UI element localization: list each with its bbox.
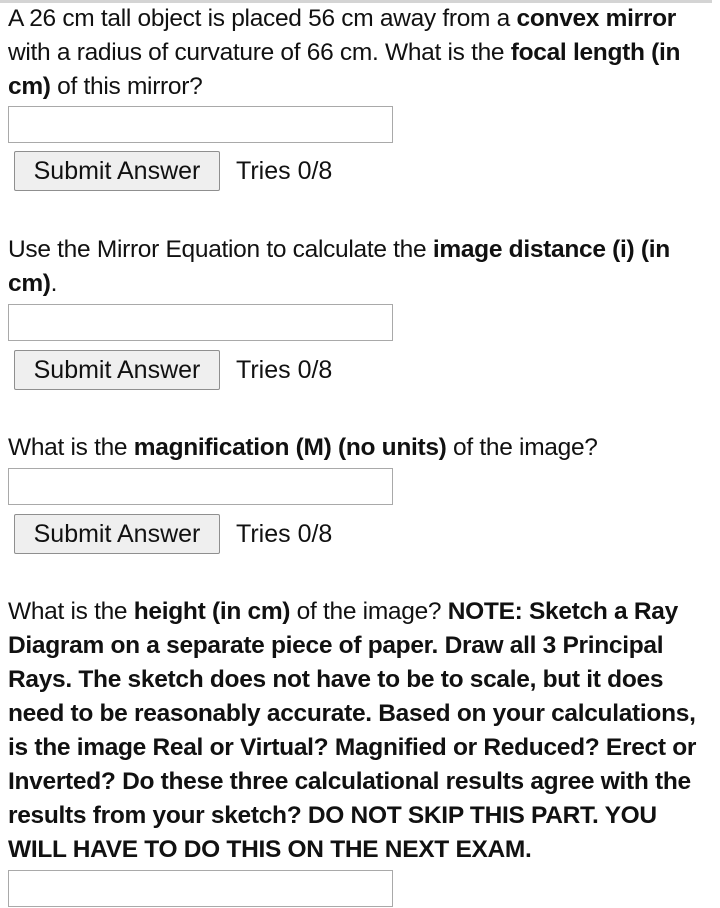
q2-seg-1: image distance (i) (in cm) [8, 236, 670, 297]
question-3-tries-counter: Tries 0/8 [236, 519, 333, 548]
question-1-answer-input[interactable] [8, 106, 393, 143]
q3-seg-0: What is the [8, 434, 134, 461]
question-1-text [8, 2, 714, 104]
question-3-text [8, 431, 714, 465]
question-4-text [8, 595, 714, 867]
q1-seg-1: convex mirror [516, 5, 677, 32]
q4-seg-3: NOTE: Sketch a Ray Diagram on a separate piece of paper. Draw all 3 Principal Rays. The sketch does not have to be to scale, but it does need to be reasonably accurate. Based on your calculations, is the image Real or Virtual? Magnified or Reduced? Erect or Inverted? Do these three calculational results agree with the results from your sketch? DO NOT SKIP THIS PART. YOU WILL HAVE TO DO THIS ON THE NEXT EXAM. [8, 598, 697, 863]
q2-seg-2: . [50, 270, 58, 297]
q3-seg-2: of the image? [446, 434, 598, 461]
q1-seg-4: of this mirror? [50, 73, 203, 100]
q4-seg-0: What is the [8, 598, 134, 625]
question-1-submit-row [14, 151, 332, 191]
question-2-tries-counter: Tries 0/8 [236, 355, 333, 384]
q4-seg-1: height (in cm) [133, 598, 291, 625]
q1-seg-2: with a radius of curvature of 66 cm. What is the [8, 39, 511, 66]
q4-seg-2: of the image? [290, 598, 448, 625]
question-4-answer-input[interactable] [8, 870, 393, 907]
question-2-submit-button[interactable]: Submit Answer [14, 350, 220, 390]
q1-seg-3: focal length (in cm) [8, 39, 681, 100]
question-2-text [8, 233, 714, 301]
question-1-submit-button[interactable]: Submit Answer [14, 151, 220, 191]
q1-seg-0: A 26 cm tall object is placed 56 cm away from a [8, 5, 517, 32]
question-3-answer-input[interactable] [8, 468, 393, 505]
question-2-answer-input[interactable] [8, 304, 393, 341]
q2-seg-0: Use the Mirror Equation to calculate the [8, 236, 433, 263]
question-3-submit-row [14, 514, 332, 554]
question-3-submit-button[interactable]: Submit Answer [14, 514, 220, 554]
q3-seg-1: magnification (M) (no units) [133, 434, 447, 461]
question-1-tries-counter: Tries 0/8 [236, 156, 333, 185]
question-2-submit-row [14, 350, 332, 390]
